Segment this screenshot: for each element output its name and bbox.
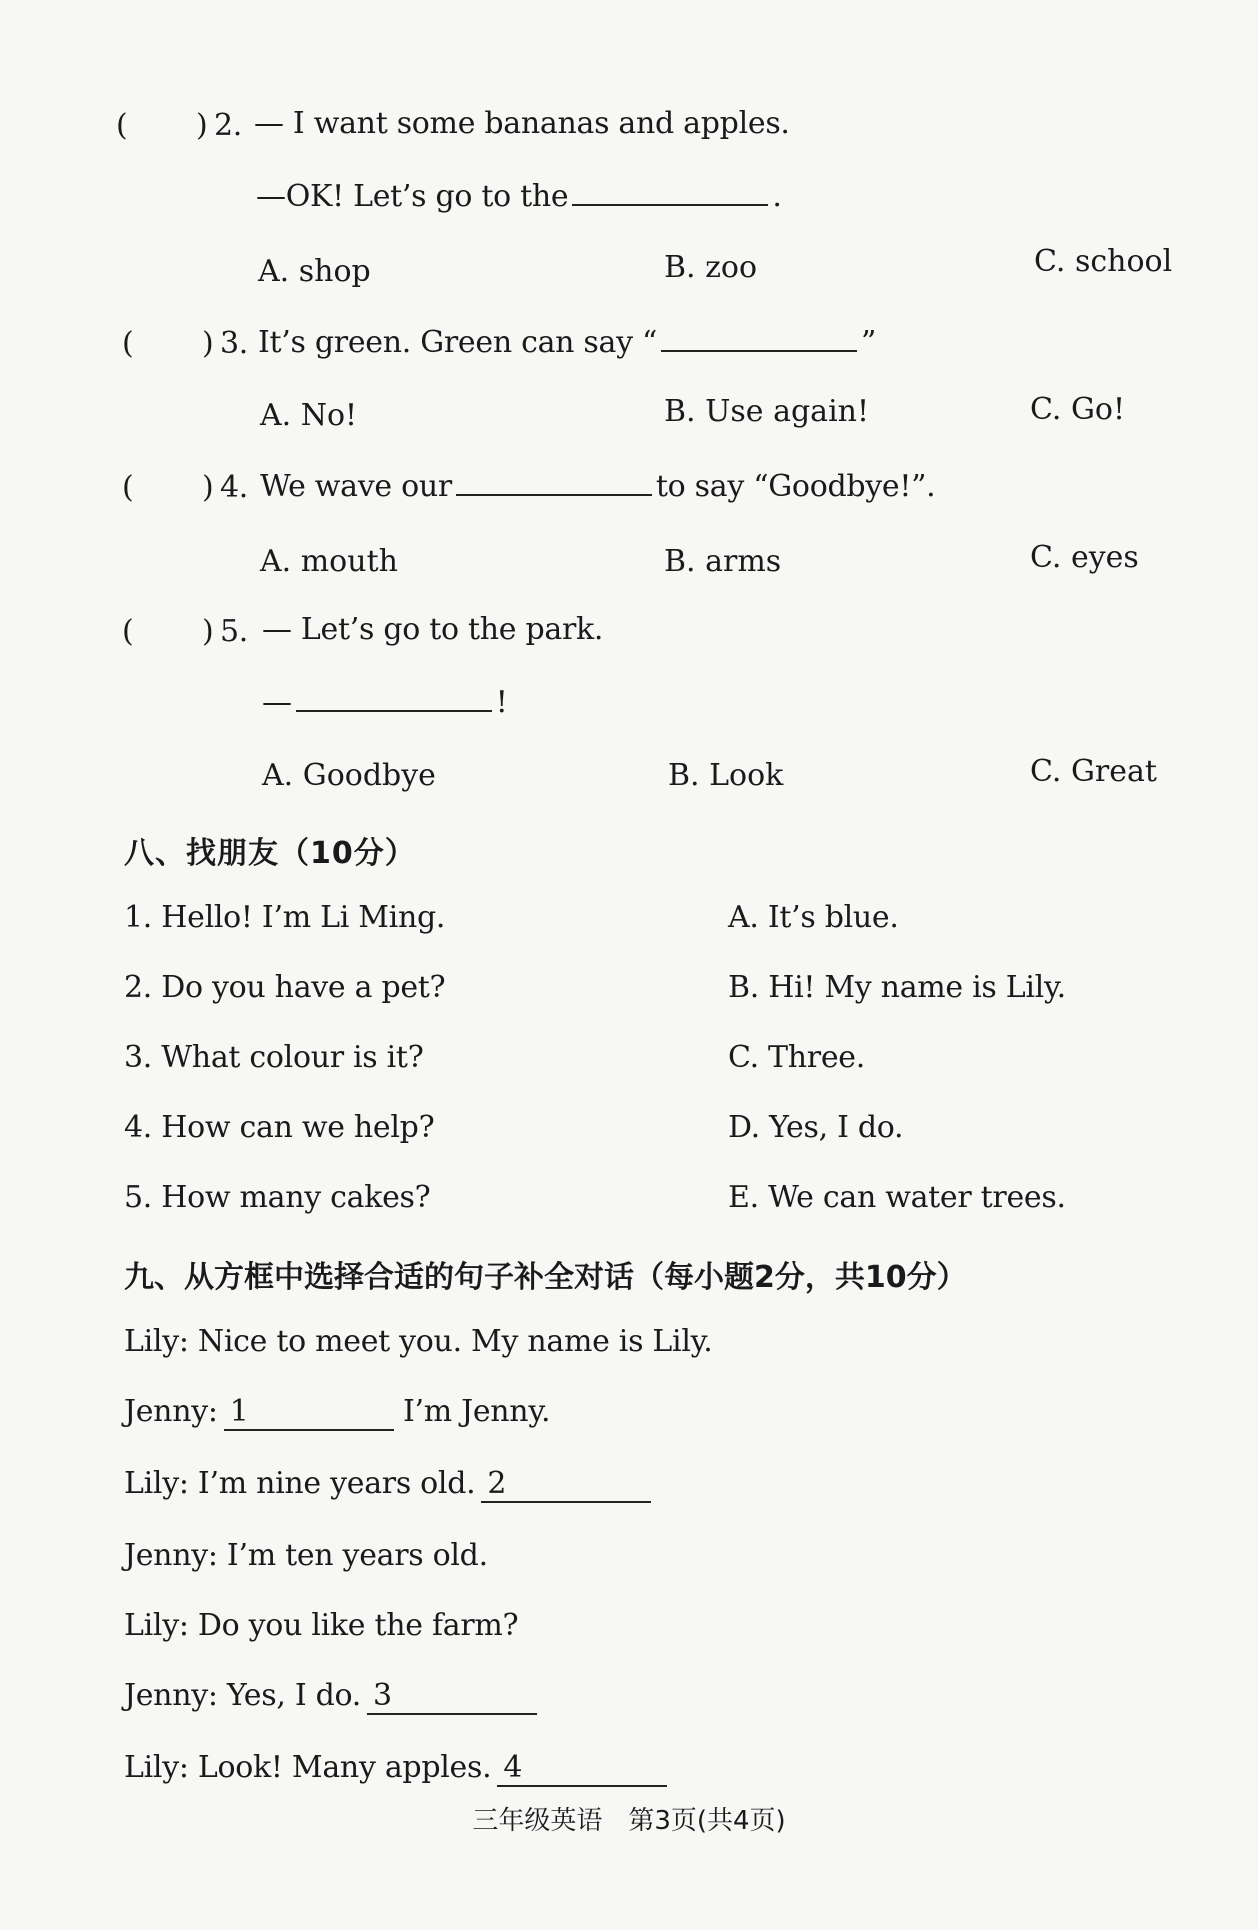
section8-right-c: C. Three.	[728, 1040, 865, 1075]
q5-answer-paren-right: )	[202, 614, 214, 649]
dialogue-line-4: Jenny: I’m ten years old.	[124, 1538, 488, 1573]
section8-left-4: 4. How can we help?	[124, 1110, 435, 1145]
q3-option-a: A. No!	[260, 398, 358, 433]
q5-answer-paren-left: (	[122, 614, 134, 649]
q3-text-pre: It’s green. Green can say “	[258, 325, 658, 360]
q2-option-b: B. zoo	[664, 250, 758, 285]
q3-option-b: B. Use again!	[664, 394, 870, 429]
q5-line2-end: !	[495, 685, 508, 720]
page-footer: 三年级英语 第3页(共4页)	[472, 1806, 786, 1836]
q2-line2	[256, 178, 782, 214]
dialogue-line-6	[124, 1678, 537, 1715]
q5-option-b: B. Look	[668, 758, 784, 793]
q2-answer-blank[interactable]	[572, 178, 768, 206]
dialogue-line-3-text: Lily: I’m nine years old.	[124, 1466, 476, 1501]
q2-number: 2.	[214, 108, 243, 143]
q3-answer-blank[interactable]	[661, 324, 857, 352]
section8-left-5: 5. How many cakes?	[124, 1180, 431, 1215]
q2-line1: — I want some bananas and apples.	[254, 106, 790, 141]
dialogue-line-2-speaker: Jenny:	[124, 1394, 218, 1429]
dialogue-line-1: Lily: Nice to meet you. My name is Lily.	[124, 1324, 713, 1359]
q2-line2-end: .	[772, 179, 782, 214]
dialogue-blank-4[interactable]: 4	[497, 1750, 667, 1787]
q4-option-c: C. eyes	[1030, 540, 1139, 575]
q2-answer-paren-left: (	[116, 108, 128, 143]
dialogue-line-5: Lily: Do you like the farm?	[124, 1608, 519, 1643]
q4-answer-blank[interactable]	[456, 468, 652, 496]
q5-line2	[262, 684, 507, 720]
q4-number: 4.	[220, 470, 249, 505]
dialogue-line-7-text: Lily: Look! Many apples.	[124, 1750, 492, 1785]
q4-option-a: A. mouth	[260, 544, 398, 579]
q3-answer-paren-left: (	[122, 326, 134, 361]
q5-option-c: C. Great	[1030, 754, 1157, 789]
q5-number: 5.	[220, 614, 249, 649]
q2-option-a: A. shop	[258, 254, 371, 289]
q3-option-c: C. Go!	[1030, 392, 1126, 427]
q4-answer-paren-right: )	[202, 470, 214, 505]
dialogue-line-7	[124, 1750, 667, 1787]
q2-option-c: C. school	[1034, 244, 1173, 279]
q3-text-post: ”	[861, 325, 877, 360]
section8-right-a: A. It’s blue.	[728, 900, 899, 935]
q5-option-a: A. Goodbye	[262, 758, 436, 793]
q3-answer-paren-right: )	[202, 326, 214, 361]
section9-title: 九、从方框中选择合适的句子补全对话（每小题2分，共10分）	[124, 1260, 967, 1295]
section8-left-2: 2. Do you have a pet?	[124, 970, 446, 1005]
section8-title: 八、找朋友（10分）	[124, 836, 416, 871]
section8-right-d: D. Yes, I do.	[728, 1110, 904, 1145]
dialogue-blank-3[interactable]: 3	[367, 1678, 537, 1715]
q4-answer-paren-left: (	[122, 470, 134, 505]
q4-option-b: B. arms	[664, 544, 782, 579]
q5-line2-dash: —	[262, 685, 292, 720]
section8-right-e: E. We can water trees.	[728, 1180, 1066, 1215]
dialogue-line-2-text: I’m Jenny.	[402, 1394, 551, 1429]
dialogue-blank-1[interactable]: 1	[224, 1394, 394, 1431]
q2-answer-paren-right: )	[196, 108, 208, 143]
q2-line2-text: —OK! Let’s go to the	[256, 179, 569, 214]
dialogue-line-6-text: Jenny: Yes, I do.	[124, 1678, 361, 1713]
dialogue-line-2	[124, 1394, 550, 1431]
section8-left-1: 1. Hello! I’m Li Ming.	[124, 900, 446, 935]
q3-text	[258, 324, 876, 360]
q5-answer-blank[interactable]	[296, 684, 492, 712]
section8-right-b: B. Hi! My name is Lily.	[728, 970, 1066, 1005]
q4-text	[260, 468, 935, 504]
q4-text-post: to say “Goodbye!”.	[655, 469, 936, 504]
q4-text-pre: We wave our	[260, 469, 452, 504]
q3-number: 3.	[220, 326, 249, 361]
dialogue-line-3	[124, 1466, 651, 1503]
dialogue-blank-2[interactable]: 2	[481, 1466, 651, 1503]
q5-line1: — Let’s go to the park.	[262, 612, 604, 647]
section8-left-3: 3. What colour is it?	[124, 1040, 424, 1075]
